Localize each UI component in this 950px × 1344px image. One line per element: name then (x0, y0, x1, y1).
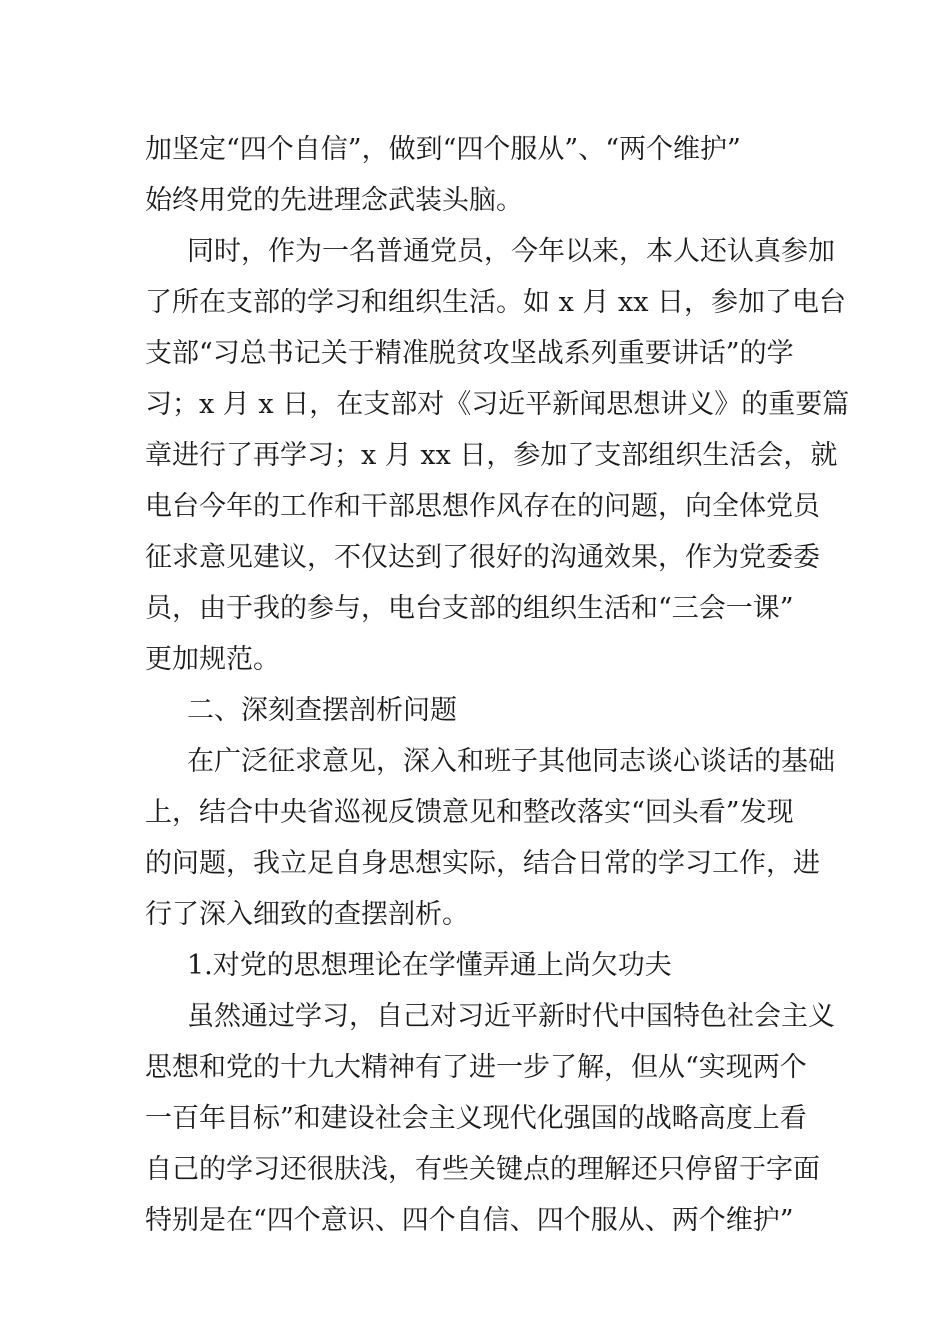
text-line: 习；x 月 x 日，在支部对《习近平新闻思想讲义》的重要篇 (145, 389, 850, 420)
text-line: 加坚定“四个自信”，做到“四个服从”、“两个维护” (145, 134, 741, 165)
text-line: 一百年目标”和建设社会主义现代化强国的战略高度上看 (145, 1103, 807, 1134)
text-line: 电台今年的工作和干部思想作风存在的问题，向全体党员 (145, 491, 820, 522)
text-line: 自己的学习还很肤浅，有些关键点的理解还只停留于字面 (145, 1154, 820, 1185)
text-line: 了所在支部的学习和组织生活。如 x 月 xx 日，参加了电台 (145, 287, 847, 318)
body-text (145, 124, 850, 1246)
subsection-heading: 1.对党的思想理论在学懂弄通上尚欠功夫 (187, 950, 672, 981)
text-line: 始终用党的先进理念武装头脑。 (145, 185, 523, 216)
text-line: 同时，作为一名普通党员，今年以来，本人还认真参加 (187, 236, 835, 267)
text-line: 虽然通过学习，自己对习近平新时代中国特色社会主义 (187, 1001, 835, 1032)
text-line: 更加规范。 (145, 644, 280, 675)
text-line: 行了深入细致的查摆剖析。 (145, 899, 469, 930)
text-line: 征求意见建议，不仅达到了很好的沟通效果，作为党委委 (145, 542, 820, 573)
text-line: 在广泛征求意见，深入和班子其他同志谈心谈话的基础 (187, 746, 835, 777)
text-line: 支部“习总书记关于精准脱贫攻坚战系列重要讲话”的学 (145, 338, 794, 369)
text-line: 员，由于我的参与，电台支部的组织生活和“三会一课” (145, 593, 794, 624)
section-heading: 二、深刻查摆剖析问题 (187, 695, 457, 726)
text-line: 章进行了再学习；x 月 xx 日，参加了支部组织生活会，就 (145, 440, 838, 471)
text-line: 思想和党的十九大精神有了进一步了解，但从“实现两个 (145, 1052, 807, 1083)
text-line: 上，结合中央省巡视反馈意见和整改落实“回头看”发现 (145, 797, 794, 828)
text-line: 特别是在“四个意识、四个自信、四个服从、两个维护” (145, 1205, 794, 1236)
text-line: 的问题，我立足自身思想实际，结合日常的学习工作，进 (145, 848, 820, 879)
